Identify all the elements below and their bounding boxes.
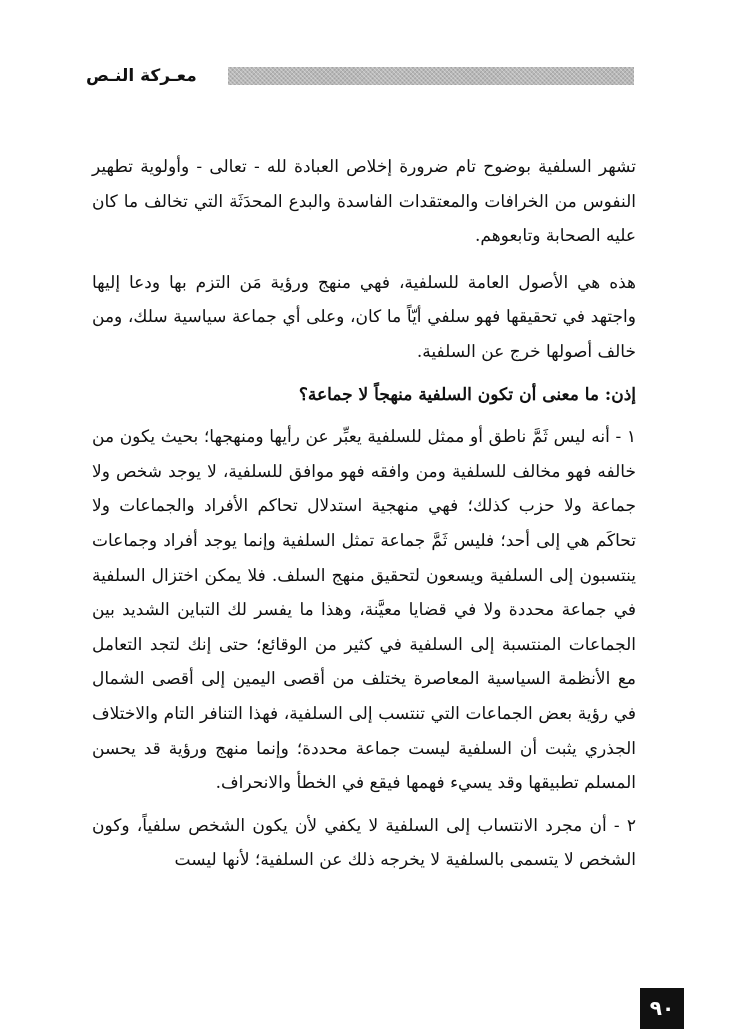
list-item-1: ١ - أنه ليس ثَمَّ ناطق أو ممثل للسلفية يعبِّر عن رأيها ومنهجها؛ بحيث يكون من خالفه فهو مخالف للسلفية ومن وافقه فهو موافق للسلفية، لا يوجد شخص ولا جماعة ولا حزب كذلك؛ فهي منهجية استدلال تحاكم الأفراد والجماعات ولا تحاكَم هي إلى أحد؛ فليس ثَمَّ جماعة تمثل السلفية وإنما يوجد أفراد وجماعات ينتسبون إلى السلفية ويسعون لتحقيق منهج السلف. فلا يمكن اختزال السلفية في جماعة محددة ولا في قضايا معيَّنة، وهذا ما يفسر لك التباين الشديد بين الجماعات المنتسبة إلى السلفية في كثير من الوقائع؛ حتى إنك لتجد التعامل مع الأنظمة السياسية المعاصرة يختلف من أقصى اليمين إلى أقصى الشمال في رؤية بعض الجماعات التي تنتسب إلى السلفية، فهذا التنافر التام والاختلاف الجذري يثبت أن السلفية ليست جماعة محددة؛ وإنما منهج ورؤية قد يحسن المسلم تطبيقها وقد يسيء فهمها فيقع في الخطأ والانحراف. <box>92 427 636 794</box>
paragraph-1: تشهر السلفية بوضوح تام ضرورة إخلاص العبادة لله - تعالى - وأولوية تطهير النفوس من الخرافات والمعتقدات الفاسدة والبدع المحدَثَة التي تخالف ما كان عليه الصحابة وتابعوهم. <box>92 157 636 247</box>
page-number: ٩٠ <box>640 988 684 1029</box>
section-question: إذن: ما معنى أن تكون السلفية منهجاً لا جماعة؟ <box>298 384 636 405</box>
chapter-title: معـركة النـص <box>86 66 197 86</box>
paragraph-2: هذه هي الأصول العامة للسلفية، فهي منهج ورؤية مَن التزم بها ودعا إليها واجتهد في تحقيقها فهو سلفي أيّاً ما كان، وعلى أي جماعة سياسية سلك، ومن خالف أصولها خرج عن السلفية. <box>92 272 636 362</box>
page-body <box>92 150 636 878</box>
header-decorative-bar <box>228 67 634 85</box>
list-item-2: ٢ - أن مجرد الانتساب إلى السلفية لا يكفي لأن يكون الشخص سلفياً، وكون الشخص لا يتسمى بالسلفية لا يخرجه ذلك عن السلفية؛ لأنها ليست <box>92 815 636 871</box>
running-header <box>86 62 634 90</box>
